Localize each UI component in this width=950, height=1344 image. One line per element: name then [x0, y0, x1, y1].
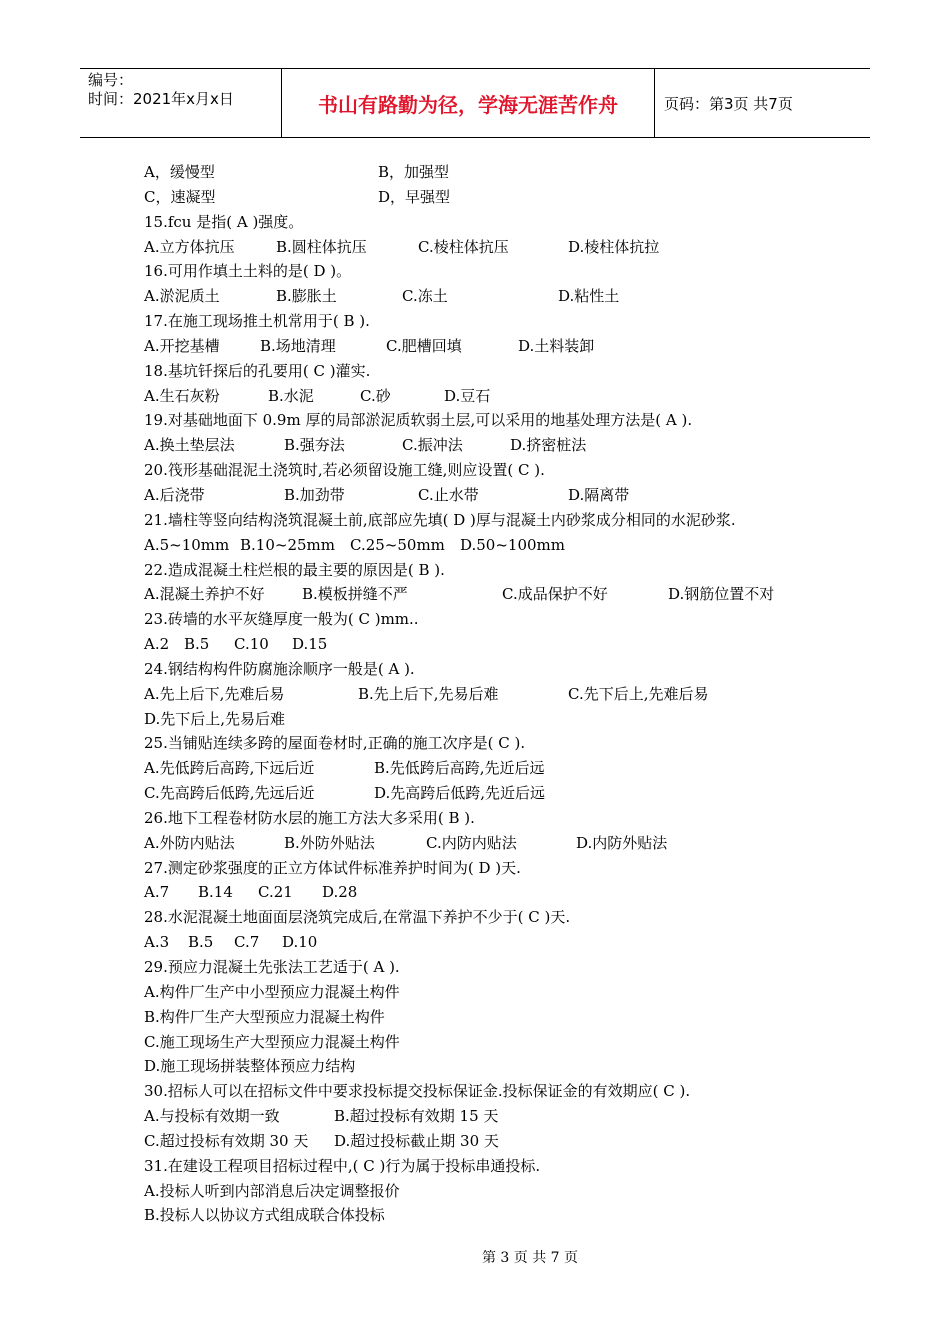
line-text: 16.可用作填土土料的是( D )。	[144, 262, 352, 281]
option-text: D.先高跨后低跨,先近后远	[374, 784, 546, 803]
option-text: D.隔离带	[568, 485, 630, 504]
text-line	[144, 1030, 864, 1055]
line-text: 20.筏形基础混泥土浇筑时,若必须留设施工缝,则应设置( C ).	[144, 461, 545, 480]
date-label: 时间：2021年x月x日	[88, 90, 234, 108]
text-line	[144, 408, 864, 433]
text-line	[144, 657, 864, 682]
line-text: A.先低跨后高跨,下远后近	[144, 759, 315, 778]
option-text: D.10	[282, 933, 318, 952]
option-text: B.加劲带	[284, 485, 345, 504]
line-text: 17.在施工现场推土机常用于( B ).	[144, 312, 370, 331]
option-text: B，加强型	[378, 163, 450, 181]
line-text: 29.预应力混凝土先张法工艺适于( A ).	[144, 958, 400, 976]
line-text: A.淤泥质土	[144, 287, 220, 306]
header-motto: 书山有路勤为径，学海无涯苦作舟	[282, 69, 655, 137]
text-line	[144, 1203, 864, 1228]
option-text: B.5	[188, 933, 214, 952]
option-text: D.挤密桩法	[510, 436, 587, 455]
line-text: 22.造成混凝土柱烂根的最主要的原因是( B ).	[144, 560, 445, 579]
text-line	[144, 1079, 864, 1104]
line-text: 21.墙柱等竖向结构浇筑混凝土前,底部应先填( D )厚与混凝土内砂浆成分相同的水泥砂浆.	[144, 510, 736, 529]
text-line	[144, 1129, 864, 1154]
line-text: A.立方体抗压	[144, 237, 235, 256]
option-text: D.超过投标截止期 30 天	[334, 1131, 499, 1150]
text-line	[144, 905, 864, 930]
text-line	[144, 185, 864, 210]
line-text: 27.测定砂浆强度的正立方体试件标准养护时间为( D )天.	[144, 858, 521, 877]
text-line	[144, 384, 864, 409]
option-text: C.内防内贴法	[426, 833, 517, 852]
line-text: C.超过投标有效期 30 天	[144, 1131, 309, 1150]
page-header	[80, 68, 870, 138]
line-text: D.先下后上,先易后难	[144, 709, 286, 728]
text-line	[144, 309, 864, 334]
option-text: B.圆柱体抗压	[276, 237, 367, 256]
text-line	[144, 682, 864, 707]
text-line	[144, 483, 864, 508]
line-text: A.5~10mm	[144, 535, 230, 554]
option-text: C.振冲法	[402, 436, 463, 455]
line-text: B.投标人以协议方式组成联合体投标	[144, 1206, 385, 1225]
option-text: D.50~100mm	[460, 535, 565, 554]
line-text: A.与投标有效期一致	[144, 1107, 280, 1126]
text-line	[144, 458, 864, 483]
text-line	[144, 707, 864, 732]
line-text: A.生石灰粉	[144, 386, 220, 405]
line-text: C.先高跨后低跨,先远后近	[144, 784, 315, 803]
option-text: B.膨胀土	[276, 287, 337, 306]
option-text: C.25~50mm	[350, 535, 445, 554]
option-text: D，早强型	[378, 187, 451, 206]
option-text: C.先下后上,先难后易	[568, 684, 709, 703]
text-line	[144, 930, 864, 955]
option-text: C.冻土	[402, 287, 448, 306]
text-line	[144, 1154, 864, 1179]
option-text: D.内防外贴法	[576, 833, 668, 852]
text-line	[144, 210, 864, 235]
text-line	[144, 632, 864, 657]
text-line	[144, 284, 864, 309]
line-text: C，速凝型	[144, 187, 216, 206]
text-line	[144, 731, 864, 756]
line-text: 25.当铺贴连续多跨的屋面卷材时,正确的施工次序是( C ).	[144, 734, 526, 753]
option-text: B.场地清理	[260, 336, 336, 355]
option-text: D.28	[322, 883, 358, 902]
line-text: A.混凝土养护不好	[144, 585, 265, 604]
line-text: 28.水泥混凝土地面面层浇筑完成后,在常温下养护不少于( C )天.	[144, 908, 571, 927]
option-text: B.外防外贴法	[284, 833, 375, 852]
option-text: D.棱柱体抗拉	[568, 237, 660, 256]
line-text: A.2	[144, 635, 170, 654]
line-text: A.投标人听到内部消息后决定调整报价	[144, 1181, 400, 1200]
text-line	[144, 1005, 864, 1030]
option-text: D.钢筋位置不对	[668, 585, 775, 604]
text-line	[144, 880, 864, 905]
text-line	[144, 259, 864, 284]
text-line	[144, 781, 864, 806]
page-footer: 第 3 页 共 7 页	[481, 1250, 579, 1266]
text-line	[144, 1054, 864, 1079]
text-line	[144, 508, 864, 533]
option-text: B.先上后下,先易后难	[358, 684, 499, 703]
text-line	[144, 433, 864, 458]
text-line	[144, 980, 864, 1005]
text-line	[144, 806, 864, 831]
option-text: B.超过投标有效期 15 天	[334, 1107, 499, 1126]
line-text: A.7	[144, 883, 170, 902]
header-meta	[80, 69, 282, 137]
text-line	[144, 533, 864, 558]
line-text: C.施工现场生产大型预应力混凝土构件	[144, 1032, 400, 1051]
text-line	[144, 856, 864, 881]
option-text: B.10~25mm	[240, 535, 335, 554]
line-text: 26.地下工程卷材防水层的施工方法大多采用( B ).	[144, 808, 475, 827]
option-text: C.棱柱体抗压	[418, 237, 509, 256]
text-line	[144, 334, 864, 359]
line-text: D.施工现场拼装整体预应力结构	[144, 1057, 356, 1076]
line-text: 31.在建设工程项目招标过程中,( C )行为属于投标串通投标.	[144, 1156, 541, 1175]
option-text: B.强夯法	[284, 436, 345, 455]
text-line	[144, 955, 864, 980]
text-line	[144, 235, 864, 260]
option-text: C.肥槽回填	[386, 336, 462, 355]
header-page-number: 页码：第3页 共7页	[664, 94, 793, 113]
text-line	[144, 1179, 864, 1204]
option-text: C.止水带	[418, 485, 479, 504]
option-text: C.砂	[360, 386, 391, 405]
line-text: A.开挖基槽	[144, 336, 220, 355]
option-text: D.土料装卸	[518, 336, 595, 355]
line-text: A.先上后下,先难后易	[144, 684, 285, 703]
text-line	[144, 359, 864, 384]
line-text: A，缓慢型	[144, 163, 215, 181]
line-text: 18.基坑钎探后的孔要用( C )灌实.	[144, 361, 371, 380]
option-text: B.先低跨后高跨,先近后远	[374, 759, 545, 778]
text-line	[144, 558, 864, 583]
line-text: A.外防内贴法	[144, 833, 235, 852]
text-line	[144, 607, 864, 632]
option-text: C.7	[234, 933, 260, 952]
option-text: D.豆石	[444, 386, 491, 405]
line-text: A.后浇带	[144, 485, 205, 504]
line-text: 15.fcu 是指( A )强度。	[144, 212, 304, 231]
number-label: 编号：	[88, 71, 134, 89]
line-text: B.构件厂生产大型预应力混凝土构件	[144, 1007, 385, 1026]
line-text: A.换土垫层法	[144, 436, 235, 455]
line-text: 19.对基础地面下 0.9m 厚的局部淤泥质软弱土层,可以采用的地基处理方法是( A ).	[144, 411, 693, 430]
question-list	[144, 160, 864, 1228]
option-text: B.水泥	[268, 386, 314, 405]
option-text: C.10	[234, 635, 269, 654]
option-text: C.成品保护不好	[502, 585, 608, 604]
line-text: 23.砖墙的水平灰缝厚度一般为( C )mm..	[144, 610, 419, 629]
text-line	[144, 756, 864, 781]
option-text: C.21	[258, 883, 293, 902]
option-text: D.粘性土	[558, 287, 620, 306]
option-text: D.15	[292, 635, 328, 654]
option-text: B.5	[184, 635, 210, 654]
line-text: A.3	[144, 933, 170, 952]
text-line	[144, 831, 864, 856]
option-text: B.模板拼缝不严	[302, 585, 408, 604]
line-text: 30.招标人可以在招标文件中要求投标提交投标保证金.投标保证金的有效期应( C ).	[144, 1082, 691, 1101]
text-line	[144, 160, 864, 185]
option-text: B.14	[198, 883, 233, 902]
line-text: A.构件厂生产中小型预应力混凝土构件	[144, 982, 400, 1001]
text-line	[144, 1104, 864, 1129]
line-text: 24.钢结构构件防腐施涂顺序一般是( A ).	[144, 659, 415, 678]
text-line	[144, 582, 864, 607]
